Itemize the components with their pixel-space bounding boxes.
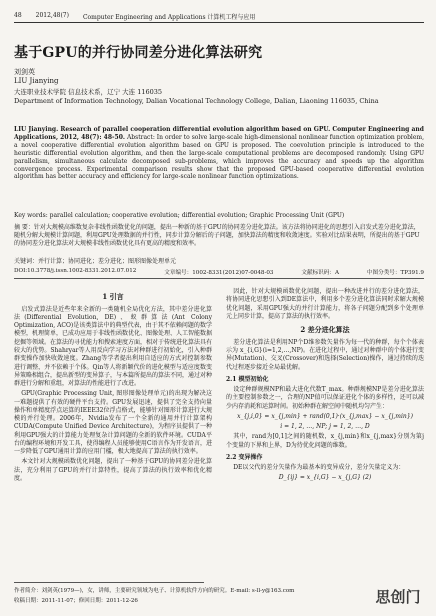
abstract-rule xyxy=(14,278,424,279)
article-number: 文章编号：1002-8331(2012)07-0048-03 xyxy=(164,270,274,276)
abstract-body: Abstract: In order to solve large-scale high-dimensional nonlinear function optimization problem, a novel cooperative differential evolution algorithm based on GPU is proposed. The coevolution principle is introduced to the heuristic differential evolution algorithm, and then the large-scale computational problems are decomposed randomly. Using GPU parallelism, simultaneous calculate decomposed sub-problems, which improves the accuracy and speeds up the algorithm convergence process. Experimental comparison results show that the proposed GPU-based cooperative differential evolution algorithm has better accuracy and efficiency for large-scale nonlinear function optimizations. xyxy=(14,133,424,181)
keywords-en: Key words: parallel calculation; cooperative evolution; differential evolution; Graphic Processing Unit (GPU) xyxy=(14,212,345,219)
subsection-heading: 2.2 变异操作 xyxy=(226,453,263,461)
paragraph: GPU(Graphic Processing Unit, 图形图像处理单元)的出现为解决这一难题提供了有效的硬件平台支持。GPU发展迅速，提供了完全支持向量操作和单精度浮点运算的IEEE32位浮点格式，能够针对图形计算进行大规模的并行处理。2006年，Nvidia发布了一个全新的通用并行计算架构CUDA(Compute Unified Device Architecture)，为程序员提供了一种利用GPU强大的计算能力处理复杂计算问题的全新的软件环境。CUDA平台的编程环境和开发工具，使得编程人员能够使用C语言作为开发语言，进一步降低了GPU通用计算的应用门槛，极大地提高了算法的执行效率。 xyxy=(14,390,212,456)
formula-index: i = 1, 2, …, NP; j = 1, 2, …, D xyxy=(280,423,370,431)
section-heading: 2 差分进化算法 xyxy=(300,325,350,335)
paper-title: 基于GPU的并行协同差分进化算法研究 xyxy=(14,45,263,61)
chinese-abstract: 摘 要：针对大规模高维数复杂非线性函数优化的问题，提出一种新的基于GPU的协同差分进化算法。该方法将协同进化的思想引入启发式差分进化算法，随机分解大规模计算问题，利用GPU处理数据的并行性，同步计算分解后的子问题，加快算法的精度和收敛速度。实验对比结果表明，所提出的基于GPU的协同差分进化算法对大规模非线性函数优化具有更高的精度和效率。 xyxy=(14,224,420,248)
paragraph: 因此，针对大规模函数优化问题，提出一种改进并行的差分进化算法，将协同进化思想引入到DE算法中，利用多个差分进化算法同时求解大规模优化问题，采用GPU强大的并行计算能力，将各子问题分配到多个处理单元上同步计算，提高了算法的执行效率。 xyxy=(226,288,424,320)
abstract-lead: LIU Jianying. Research of parallel cooperation differential evolution algorithm based on GPU. Computer Engineering and Applications, 2012, 48(7): 48-50. xyxy=(14,126,424,141)
clc-number: 中图分类号：TP391.9 xyxy=(366,270,424,276)
keywords-cn: 关键词：并行计算；协同进化；差分进化；图形图像处理单元 xyxy=(14,258,177,265)
doi: DOI:10.3778/j.issn.1002-8331.2012.07.012 xyxy=(14,268,137,274)
affiliation-en: Department of Information Technology, Dalian Vocational Technology College, Dalian, Liaoning 116035, China xyxy=(14,97,379,105)
left-column xyxy=(14,288,212,485)
document-code: 文献标识码：A xyxy=(301,270,339,276)
paragraph: DE以父代的差分矢量作为最基本的变异成分，差分矢量定义为： xyxy=(233,464,405,472)
footnote-rule xyxy=(14,582,204,583)
issue-info: 2012,48(7) xyxy=(35,12,69,19)
affiliation-cn: 大连职业技术学院 信息技术系，辽宁 大连 116035 xyxy=(14,88,163,96)
footnote-bio: 作者简介：刘剑英(1979—)，女，讲师，主要研究领域为电子、计算机软件方向的研究。E-mail: s-ll-y@163.com xyxy=(14,588,295,594)
header-rule xyxy=(14,22,424,23)
paragraph: 设定种群规模NP和最大进化代数T_max。种群规模NP是差分进化算法的主要控制参数之一，合理的NP值可以保证进化个体的多样性，还可以减少内存消耗和运算时间。初始种群在解空间中随机均匀产生： xyxy=(226,386,424,410)
subsection-heading: 2.1 模型初始化 xyxy=(226,375,269,383)
author-en: LIU Jianying xyxy=(14,77,59,85)
formula: x_{j,i,0} = x_{j,min} + rand(0,1)·(x_{j,max} − x_{j,min}) xyxy=(237,412,413,420)
author-cn: 刘剑英 xyxy=(14,68,35,76)
formula-text: D_{ij} = x_{i,G} − x_{j,G} xyxy=(278,474,361,482)
right-column xyxy=(226,288,424,485)
section-heading: 1 引言 xyxy=(102,292,124,301)
watermark-text: 思创门 xyxy=(375,587,421,606)
english-abstract xyxy=(14,126,424,181)
paragraph: 本文针对大规模函数优化问题，提出了一种基于GPU的协同差分进化算法，充分利用了GPU的并行计算特性，提高了算法的执行效率和优化精度。 xyxy=(14,458,212,482)
page-number: 48 xyxy=(14,12,22,19)
paragraph: 差分进化算法是利用NP个D维参数矢量作为每一代的种群，每个个体表示为 x_{i,G}(i=1,2,…,NP)。在进化过程中，通过对种群中的个体进行变异(Mutation)、交叉(Crossover)和选择(Selection)操作，通过持续的迭代过程逐步接近全局最优解。 xyxy=(226,338,424,371)
formula-number: (2) xyxy=(362,474,372,482)
paragraph: 启发式算法是近些年来全新的一类随机全局优化方法，其中差分进化算法(Differential Evolution, DE)、蚁群算法(Ant Colony Optimization, ACO)是该类算法中的典型代表，由于其不依赖问题的数学模型，机理简单，已成功应用于非线性函数优化、图像处理、人工智能数据挖掘等领域。在算法的寻优能力和搜索速度方面，相对于传统进化算法具有较大的优势。Shahryar等人用反向学习方法对种群进行初始化，引入种群群变操作加快收敛速度。Zhang等学者提出利用自适应的方式对控制参数进行调整，并不依赖于个体。Qin等人将新颖代价的进化模型与适应度数变异策略相组合，提出新型的变异算子，与本篇所提出的算法不同，通过对种群进行分解和重组，对算法的性能进行了改进。 xyxy=(14,305,213,388)
paragraph: 其中，rand为[0,1]之间的随机数，x_{j,min}和x_{j,max}分别为第j个变量的下界和上界，D为待优化问题的维数。 xyxy=(226,433,424,449)
formula xyxy=(226,474,424,482)
running-head xyxy=(14,12,424,21)
footnote-dates: 收稿日期：2011-11-07；修回日期：2011-12-26 xyxy=(14,598,138,604)
doi-line xyxy=(14,268,424,276)
watermark-logo xyxy=(368,582,428,610)
journal-name: Computer Engineering and Applications 计算机工程与应用 xyxy=(82,14,256,21)
